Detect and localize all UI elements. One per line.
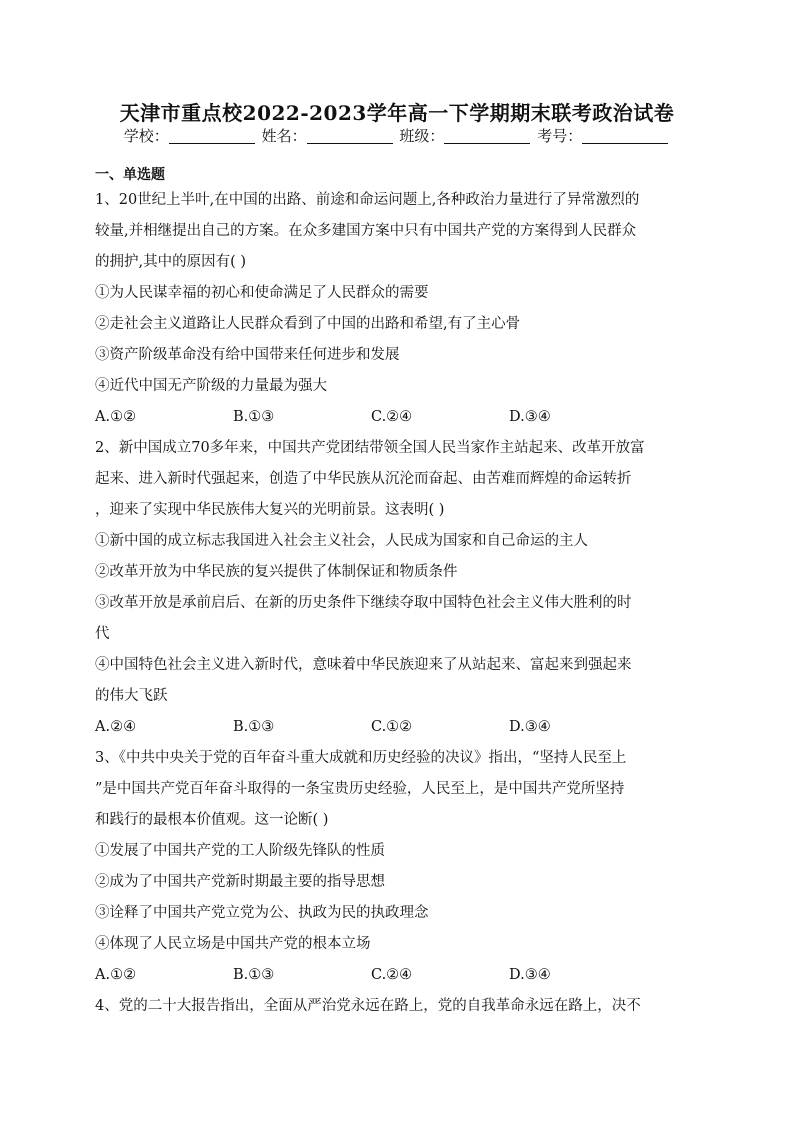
q3-stem-line: 3、《中共中央关于党的百年奋斗重大成就和历史经验的决议》指出，“坚持人民至上 — [95, 750, 627, 766]
q1-options — [95, 402, 701, 433]
q1-stem-line: 1、20世纪上半叶,在中国的出路、前途和命运问题上,各种政治力量进行了异常激烈的 — [95, 192, 640, 208]
q2-statement: ①新中国的成立标志我国进入社会主义社会，人民成为国家和自己命运的主人 — [95, 533, 588, 549]
q1-option-b[interactable]: B.①③ — [233, 409, 275, 425]
q1-option-d[interactable]: D.③④ — [509, 409, 551, 425]
q2-option-d[interactable]: D.③④ — [509, 719, 551, 735]
exam-title: 天津市重点校2022-2023学年高一下学期期末联考政治试卷 — [119, 101, 675, 125]
q3-option-d[interactable]: D.③④ — [509, 967, 551, 983]
q2-options — [95, 712, 701, 743]
exam-number-blank[interactable] — [582, 128, 668, 144]
q3-options — [95, 960, 701, 991]
questions — [95, 185, 701, 1022]
q2-statement: ②改革开放为中华民族的复兴提供了体制保证和物质条件 — [95, 564, 458, 580]
q3-stem-line: 和践行的最根本价值观。这一论断( ) — [95, 812, 329, 828]
q1-statement: ②走社会主义道路让人民群众看到了中国的出路和希望,有了主心骨 — [95, 316, 521, 332]
q1-stem-line: 的拥护,其中的原因有( ) — [95, 254, 247, 270]
q3-option-c[interactable]: C.②④ — [371, 967, 413, 983]
q1-statement: ④近代中国无产阶级的力量最为强大 — [95, 378, 327, 394]
q3-stem-line: ”是中国共产党百年奋斗取得的一条宝贵历史经验，人民至上，是中国共产党所坚持 — [95, 781, 625, 797]
q2-statement: ④中国特色社会主义进入新时代，意味着中华民族迎来了从站起来、富起来到强起来 — [95, 657, 632, 673]
q3-statement: ③诠释了中国共产党立党为公、执政为民的执政理念 — [95, 905, 429, 921]
class-label: 班级： — [399, 127, 445, 145]
q1-option-c[interactable]: C.②④ — [371, 409, 413, 425]
school-label: 学校： — [123, 127, 169, 145]
q3-statement: ④体现了人民立场是中国共产党的根本立场 — [95, 936, 371, 952]
q2-statement: 代 — [95, 626, 110, 642]
exam-number-label: 考号： — [537, 127, 583, 145]
q1-statement: ①为人民谋幸福的初心和使命满足了人民群众的需要 — [95, 285, 429, 301]
class-blank[interactable] — [444, 128, 530, 144]
q2-option-c[interactable]: C.①② — [371, 719, 413, 735]
q2-option-a[interactable]: A.②④ — [95, 719, 137, 735]
name-blank[interactable] — [307, 128, 393, 144]
q2-stem-line: ，迎来了实现中华民族伟大复兴的光明前景。这表明( ) — [95, 502, 445, 518]
q1-stem-line: 较量,并相继提出自己的方案。在众多建国方案中只有中国共产党的方案得到人民群众 — [95, 223, 637, 239]
q3-option-b[interactable]: B.①③ — [233, 967, 275, 983]
name-label: 姓名： — [261, 127, 307, 145]
q2-statement: ③改革开放是承前启后、在新的历史条件下继续夺取中国特色社会主义伟大胜利的时 — [95, 595, 632, 611]
q1-statement: ③资产阶级革命没有给中国带来任何进步和发展 — [95, 347, 400, 363]
q2-option-b[interactable]: B.①③ — [233, 719, 275, 735]
q1-option-a[interactable]: A.①② — [95, 409, 137, 425]
q3-option-a[interactable]: A.①② — [95, 967, 137, 983]
q2-stem-line: 2、新中国成立70多年来，中国共产党团结带领全国人民当家作主站起来、改革开放富 — [95, 440, 645, 456]
school-blank[interactable] — [169, 128, 255, 144]
section-heading: 一、单选题 — [95, 167, 165, 183]
q2-statement: 的伟大飞跃 — [95, 688, 168, 704]
q2-stem-line: 起来、进入新时代强起来，创造了中华民族从沉沦而奋起、由苦难而辉煌的命运转折 — [95, 471, 632, 487]
q4-stem-line: 4、党的二十大报告指出，全面从严治党永远在路上，党的自我革命永远在路上，决不 — [95, 998, 641, 1014]
q3-statement: ①发展了中国共产党的工人阶级先锋队的性质 — [95, 843, 385, 859]
student-info-row — [0, 125, 794, 147]
q3-statement: ②成为了中国共产党新时期最主要的指导思想 — [95, 874, 385, 890]
